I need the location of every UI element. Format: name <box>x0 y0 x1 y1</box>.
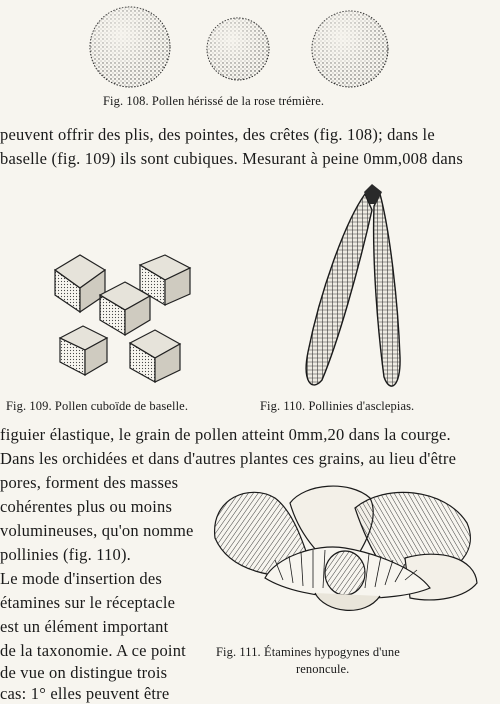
figure-108-caption: Fig. 108. Pollen hérissé de la rose trémière. <box>103 94 325 108</box>
figure-111-caption-line1: Fig. 111. Étamines hypogynes d'une <box>216 645 400 659</box>
pollinium-right <box>374 194 400 386</box>
figure-110-caption: Fig. 110. Pollinies d'asclepias. <box>260 399 415 413</box>
pollinia-illustration <box>290 182 430 397</box>
figure-108-pollen-grains <box>78 2 398 92</box>
text-line: figuier élastique, le grain de pollen atteint 0mm,20 dans la courge. <box>0 425 451 444</box>
figure-111-caption-line2: renoncule. <box>296 662 350 676</box>
figure-109-caption: Fig. 109. Pollen cuboïde de baselle. <box>6 399 189 413</box>
figure-110-pollinia <box>290 182 430 397</box>
text-line: Dans les orchidées et dans d'autres plantes ces grains, au lieu d'être <box>0 449 457 468</box>
text-line: cas: 1° elles peuvent être <box>0 684 170 703</box>
text-line: baselle (fig. 109) ils sont cubiques. Mesurant à peine 0mm,008 dans <box>0 149 463 168</box>
cuboid-pollen-illustration <box>45 250 205 385</box>
flower-illustration <box>205 478 485 638</box>
figure-111-ranunculus-flower <box>205 478 485 638</box>
text-line: cohérentes plus ou moins <box>0 497 173 516</box>
carpels <box>325 551 365 595</box>
pollen-grain-small <box>207 18 269 80</box>
sepals <box>315 593 380 610</box>
pollen-grain-medium <box>312 11 388 87</box>
text-line: Le mode d'insertion des <box>0 569 162 588</box>
text-line: de vue on distingue trois <box>0 663 168 682</box>
figure-109-cuboid-pollen <box>45 250 205 385</box>
pollinium-left <box>306 194 372 385</box>
spiky-pollen-illustration <box>78 2 398 92</box>
text-line: de la taxonomie. A ce point <box>0 641 186 660</box>
text-line: pollinies (fig. 110). <box>0 545 131 564</box>
text-line: pores, forment des masses <box>0 473 179 492</box>
text-line: volumineuses, qu'on nomme <box>0 521 194 540</box>
pollen-grain-large <box>90 7 170 87</box>
text-line: est un élément important <box>0 617 169 636</box>
text-line: peuvent offrir des plis, des pointes, des crêtes (fig. 108); dans le <box>0 125 435 144</box>
text-line: étamines sur le réceptacle <box>0 593 176 612</box>
